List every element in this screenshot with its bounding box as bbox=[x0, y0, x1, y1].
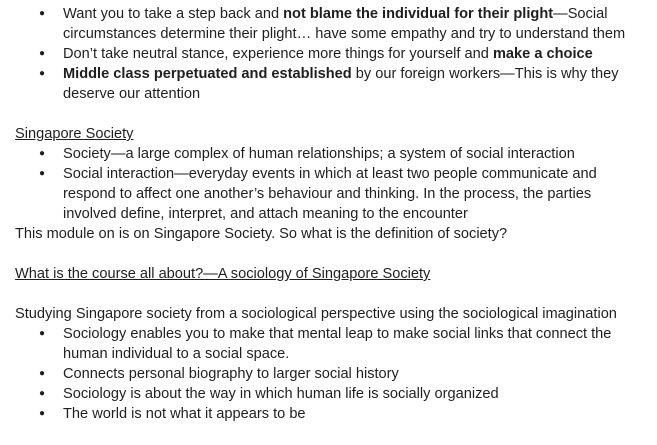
bullet-text: by our foreign workers—This is why they deserve our attention bbox=[63, 66, 619, 102]
list-item bbox=[0, 4, 657, 44]
singapore-society-heading: Singapore Society bbox=[15, 126, 134, 142]
society-bullet-list bbox=[0, 144, 657, 224]
intro-bullet-list bbox=[0, 4, 657, 104]
blank-line bbox=[0, 104, 657, 124]
bullet-bold-text: not blame the individual for their plight bbox=[283, 6, 554, 22]
list-item bbox=[0, 44, 657, 64]
bullet-text: Want you to take a step back and bbox=[63, 6, 284, 22]
list-item bbox=[0, 64, 657, 104]
course-heading: What is the course all about?—A sociology of Singapore Society bbox=[15, 266, 431, 282]
blank-line bbox=[0, 244, 657, 264]
blank-line bbox=[0, 284, 657, 304]
bullet-bold-text: Middle class perpetuated and established bbox=[63, 66, 352, 82]
list-item: ● Connects personal biography to larger social history bbox=[0, 364, 657, 384]
society-closing-paragraph: This module on is on Singapore Society. So what is the definition of society? bbox=[15, 226, 508, 242]
list-item: ● The world is not what it appears to be bbox=[0, 404, 657, 424]
list-item: ● Sociology enables you to make that mental leap to make social links that connect the human individual to a social space. bbox=[0, 324, 657, 364]
document-body bbox=[0, 4, 657, 424]
course-bullet-list bbox=[0, 324, 657, 424]
course-intro-paragraph: Studying Singapore society from a sociological perspective using the sociological imagination bbox=[15, 306, 617, 322]
bullet-text: —Social circumstances determine their plight… have some empathy and try to understand them bbox=[63, 6, 626, 42]
list-item: ● Social interaction—everyday events in which at least two people communicate and respond to affect one another’s behaviour and thinking. In the process, the parties involved define, interpret, and attach meaning to the encounter bbox=[0, 164, 657, 224]
bullet-text: Don’t take neutral stance, experience more things for yourself and bbox=[63, 46, 493, 62]
bullet-bold-text: make a choice bbox=[492, 46, 593, 62]
list-item: ● Society—a large complex of human relationships; a system of social interaction bbox=[0, 144, 657, 164]
list-item: ● Sociology is about the way in which human life is socially organized bbox=[0, 384, 657, 404]
